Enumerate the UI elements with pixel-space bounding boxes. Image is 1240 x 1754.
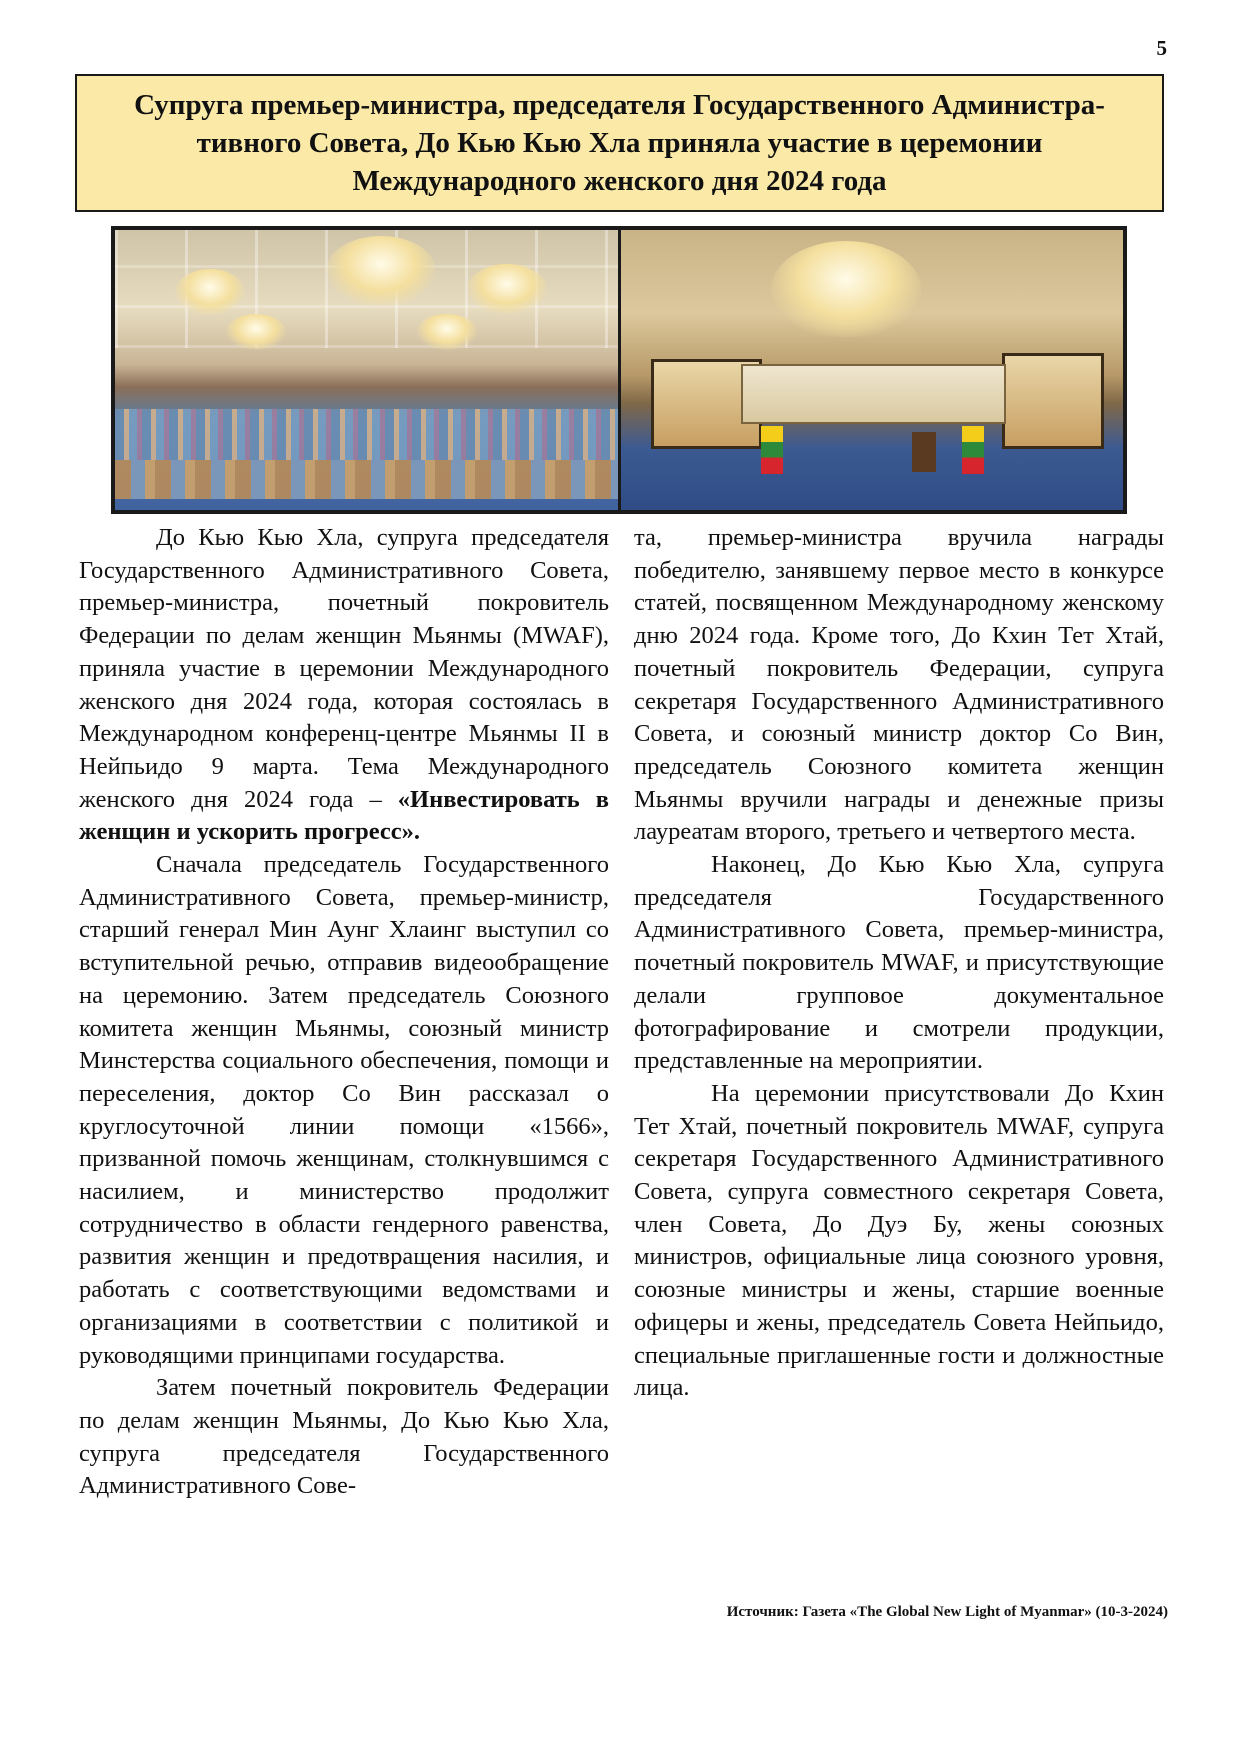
chandelier-icon — [326, 236, 436, 306]
headline: Супруга премьер-министра, председателя Государственного Администра-тивного Совета, До Кью Кью Хла приняла участие в церемонии Международного женского дня 2024 года — [134, 89, 1105, 197]
audience-front-row — [115, 460, 618, 499]
paragraph-2: Сначала председатель Государственного Административного Совета, премьер-министр, старший генерал Мин Аунг Хлаинг выступил со вступительной речью, отправив видеообращение на церемонию. Затем председатель Союзного комитета женщин Мьянмы, союзный министр Минстерства социального обеспечения, помощи и переселения, доктор Со Вин рассказал о круглосуточной линии помощи «1566», призванной помочь женщинам, столкнувшимся с насилием, и министерство продолжит сотрудничество в области гендерного равенства, развития женщин и предотвращения насилия, и работать с соответствующими ведомствами и организациями в соответствии с политикой и руководящими принципами государства. — [79, 851, 609, 1369]
photo-strip — [111, 226, 1127, 514]
chandelier-icon — [771, 241, 921, 337]
paragraph-4: Наконец, До Кью Кью Хла, супруга председателя Государственного Административного Совета, премьер-министра, почетный покровитель MWAF, и присутствующие делали групповое документальное фотографирование и смотрели продукции, представленные на мероприятии. — [634, 851, 1164, 1075]
flag-icon — [761, 426, 783, 474]
page-number: 5 — [1156, 36, 1167, 60]
paragraph-5: На церемонии присутствовали До Кхин Тет Хтай, почетный покровитель MWAF, супруга секретаря Государственного Административного Совета, супруга совместного секретаря Совета, член Совета, До Дуэ Бу, жены союзных министров, официальные лица союзного уровня, союзные министры и жены, старшие военные офицеры и жены, председатель Совета Нейпьидо, специальные приглашенные гости и должностные лица. — [634, 1079, 1164, 1402]
photo-stage — [621, 230, 1124, 510]
photo-conference-hall — [115, 230, 618, 510]
right-video-screen — [1002, 353, 1103, 449]
article-column-left — [79, 522, 609, 1503]
chandelier-icon — [467, 264, 547, 314]
flag-icon — [962, 426, 984, 474]
paragraph-3-start: Затем почетный покровитель Федерации по делам женщин Мьянмы, До Кью Кью Хла, супруга председателя Государственного Административного Сове- — [79, 1374, 609, 1500]
paragraph-1-text: До Кью Кью Хла, супруга председателя Государственного Административного Совета, премьер-министра, почетный покровитель Федерации по делам женщин Мьянмы (MWAF), приняла участие в церемонии Международного женского дня 2024 года, которая состоялась в Международном конференц-центре Мьянмы II в Нейпьидо 9 марта. Тема Международного женского дня 2024 года – — [79, 524, 609, 813]
paragraph-1 — [79, 522, 609, 849]
chandelier-icon — [175, 269, 245, 315]
audience — [115, 409, 618, 459]
chandelier-icon — [226, 314, 286, 350]
stage-banner — [741, 364, 1006, 424]
article-column-right — [634, 522, 1164, 1405]
chandelier-icon — [417, 314, 477, 350]
paragraph-3-end: та, премьер-министра вручила награды победителю, занявшему первое место в конкурсе статей, посвященном Международному женскому дню 2024 года. Кроме того, До Кхин Тет Хтай, почетный покровитель Федерации, супруга секретаря Государственного Административного Совета, и союзный министр доктор Со Вин, председатель Союзного комитета женщин Мьянмы вручили награды и денежные призы лауреатам второго, третьего и четвертого места. — [634, 524, 1164, 846]
source-credit: Источник: Газета «The Global New Light of Myanmar» (10-3-2024) — [726, 1604, 1168, 1620]
theme-slogan: «Инвестировать в женщин и ускорить прогресс». — [79, 785, 610, 846]
podium — [912, 432, 936, 472]
headline-box — [75, 74, 1164, 212]
